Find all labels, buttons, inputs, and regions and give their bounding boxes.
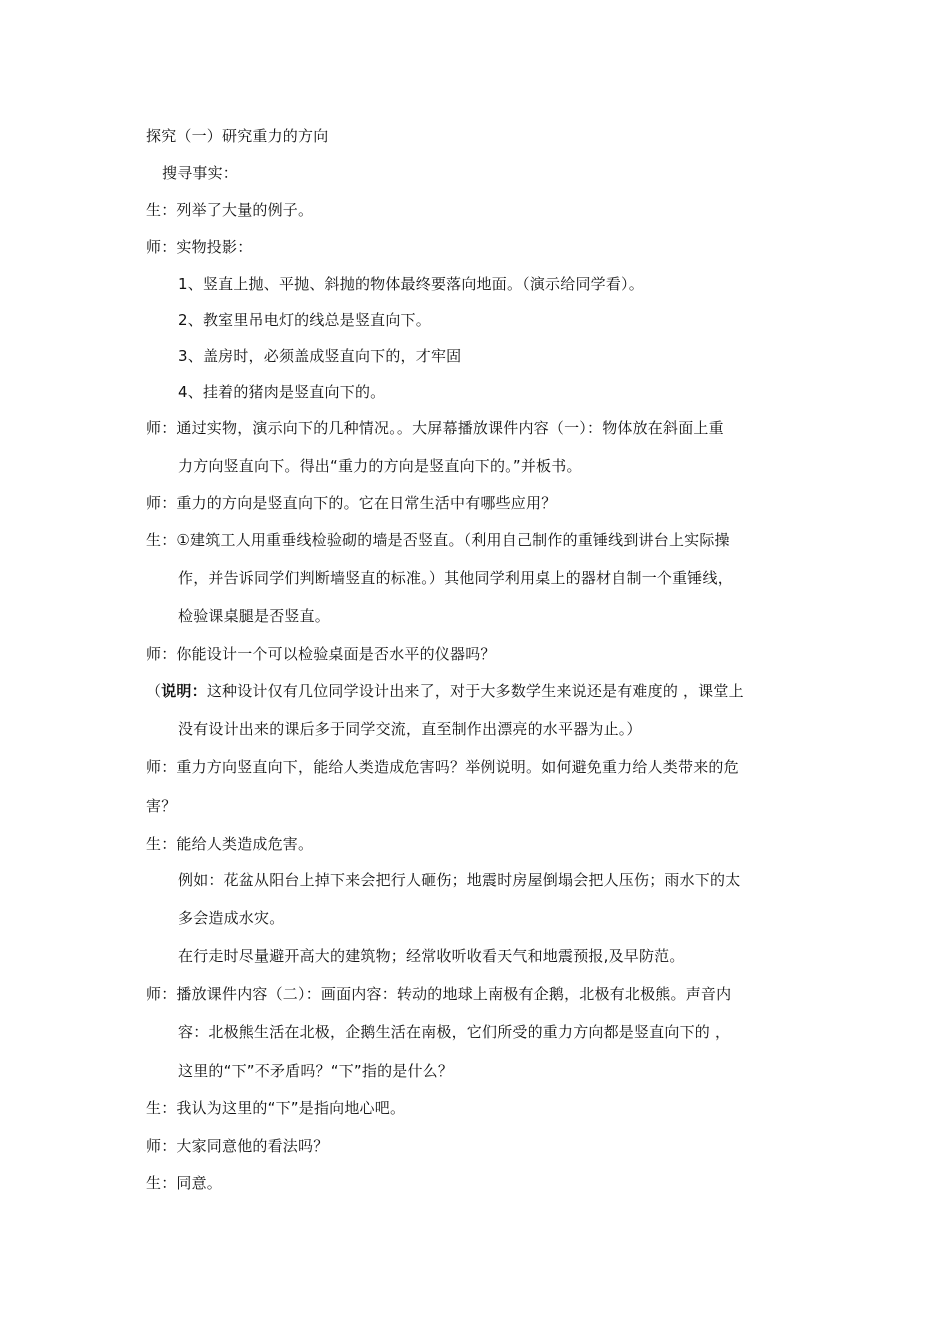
teacher-line-7: 师：大家同意他的看法吗？ (146, 1137, 329, 1155)
list-item-1: 1、竖直上抛、平抛、斜抛的物体最终要落向地面。（演示给同学看）。 (178, 275, 644, 293)
student-line-5: 生：同意。 (146, 1174, 223, 1192)
list-item-3: 3、盖房时，必须盖成竖直向下的，才牢固 (178, 347, 462, 365)
example-line-b: 多会造成水灾。 (178, 909, 285, 927)
student-line-2b: 作，并告诉同学们判断墙竖直的标准。）其他同学利用桌上的器材自制一个重锤线， (178, 569, 733, 587)
student-line-1: 生：列举了大量的例子。 (146, 201, 314, 219)
list-item-2: 2、教室里吊电灯的线总是竖直向下。 (178, 311, 431, 329)
student-line-2c: 检验课桌腿是否竖直。 (178, 607, 331, 625)
prevention-line: 在行走时尽量避开高大的建筑物；经常收听收看天气和地震预报,及早防范。 (178, 947, 685, 965)
note-line-a (146, 681, 744, 701)
example-line-a: 例如：花盆从阳台上掉下来会把行人砸伤；地震时房屋倒塌会把人压伤；雨水下的太 (178, 871, 741, 889)
search-facts-label: 搜寻事实： (162, 164, 239, 182)
student-line-3: 生：能给人类造成危害。 (146, 835, 314, 853)
teacher-line-2b: 力方向竖直向下。得出“重力的方向是竖直向下的。”并板书。 (178, 457, 582, 475)
student-line-4: 生：我认为这里的“下”是指向地心吧。 (146, 1099, 406, 1117)
teacher-line-6a: 师：播放课件内容（二）：画面内容：转动的地球上南极有企鹅，北极有北极熊。声音内 (146, 985, 732, 1003)
teacher-line-2a: 师：通过实物，演示向下的几种情况。。大屏幕播放课件内容（一）：物体放在斜面上重 (146, 419, 724, 437)
teacher-line-6c: 这里的“下”不矛盾吗？“下”指的是什么？ (178, 1062, 454, 1080)
note-line-b: 没有设计出来的课后多于同学交流，直至制作出漂亮的水平器为止。） (178, 720, 642, 738)
teacher-line-4: 师：你能设计一个可以检验桌面是否水平的仪器吗？ (146, 645, 496, 663)
teacher-line-6b: 容：北极熊生活在北极，企鹅生活在南极，它们所受的重力方向都是竖直向下的 ， (178, 1023, 731, 1041)
list-item-4: 4、挂着的猪肉是竖直向下的。 (178, 383, 386, 401)
teacher-line-1: 师：实物投影： (146, 238, 253, 256)
teacher-line-5b: 害？ (146, 797, 177, 815)
section-heading: 探究（一）研究重力的方向 (146, 127, 329, 145)
student-line-2a: 生：①建筑工人用重垂线检验砌的墙是否竖直。（利用自己制作的重锤线到讲台上实际操 (146, 531, 730, 549)
teacher-line-5a: 师：重力方向竖直向下，能给人类造成危害吗？举例说明。如何避免重力给人类带来的危 (146, 758, 739, 776)
teacher-line-3: 师：重力的方向是竖直向下的。它在日常生活中有哪些应用？ (146, 494, 557, 512)
note-open-paren: （ (146, 682, 162, 700)
note-text-a: 这种设计仅有几位同学设计出来了，对于大多数学生来说还是有难度的 ，课堂上 (206, 682, 744, 700)
note-label: 说明： (161, 682, 207, 700)
